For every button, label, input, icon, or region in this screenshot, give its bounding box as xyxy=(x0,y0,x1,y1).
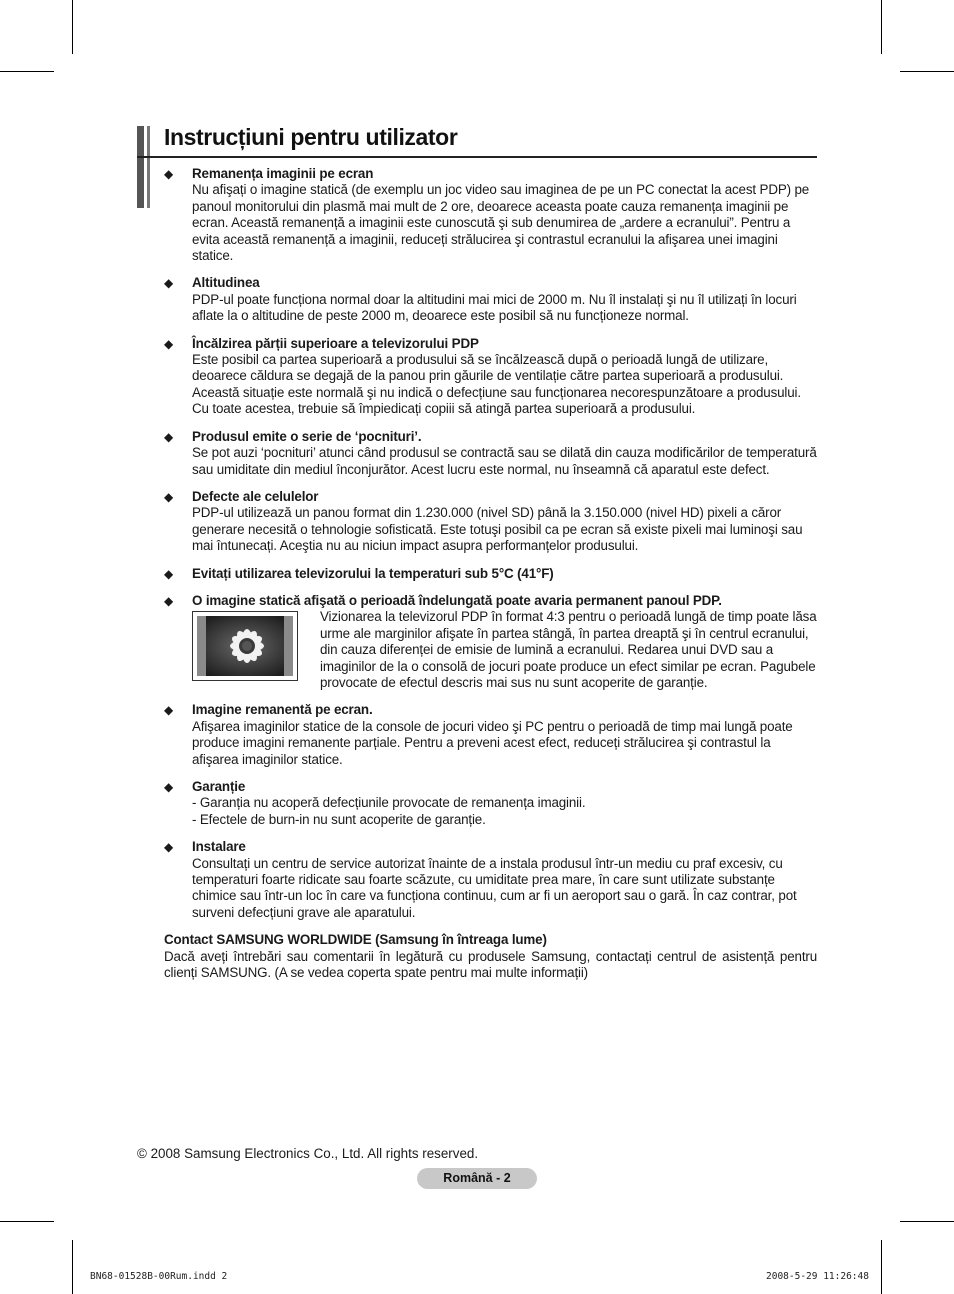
crop-mark xyxy=(72,1240,73,1294)
crop-mark xyxy=(881,0,882,54)
main-content xyxy=(164,166,817,981)
crop-mark xyxy=(900,71,954,72)
section-heading: Evitați utilizarea televizorului la temperaturi sub 5°C (41°F) xyxy=(192,565,554,581)
print-slug-file: BN68-01528B-00Rum.indd 2 xyxy=(90,1271,228,1282)
crop-mark xyxy=(72,0,73,54)
section-heading: Instalare xyxy=(192,839,246,855)
title-underline xyxy=(137,156,817,158)
sunflower-photo-icon xyxy=(192,611,298,681)
section-heading: O imagine statică afişată o perioadă îndelungată poate avaria permanent panoul PDP. xyxy=(192,592,722,608)
contact-body: Dacă aveți întrebări sau comentarii în legătură cu produsele Samsung, contactați centrul de asistență pentru clienți SAMSUNG. (A se vedea coperta spate pentru mai multe informații) xyxy=(164,948,817,981)
print-slug-timestamp: 2008-5-29 11:26:48 xyxy=(766,1271,869,1282)
section-heading: Remanența imaginii pe ecran xyxy=(192,166,374,181)
contact-heading: Contact SAMSUNG WORLDWIDE (Samsung în întreaga lume) xyxy=(164,932,547,948)
section-heading: Defecte ale celulelor xyxy=(192,488,319,504)
contact-section xyxy=(164,932,817,981)
section-body: Afişarea imaginilor statice de la console de jocuri video şi PC pentru o perioadă de timp mai lungă poate produce imagini remanente parțiale. Pentru a preveni acest efect, reduceți strălucirea şi contrastul la afişarea imaginilor statice. xyxy=(192,718,793,767)
copyright-notice: © 2008 Samsung Electronics Co., Ltd. All rights reserved. xyxy=(137,1146,479,1161)
crop-mark xyxy=(0,71,54,72)
section-heading: Imagine remanentă pe ecran. xyxy=(192,702,373,718)
section-body: Nu afişați o imagine statică (de exemplu un joc video sau imaginea de pe un PC conectat la acest PDP) pe panoul monitorului din plasmă mai mult de 2 ore, deoarece aceasta poate cauza remanența imaginii pe ecran. Această remanență a imaginii este cunoscută şi sub denumirea de „ardere a ecranului”. Pentru a evita această remanență a imaginii, reduceți strălucirea şi contrastul ecranului la afişarea unei imagini statice. xyxy=(192,182,810,264)
section-cell-defects xyxy=(164,489,817,555)
section-body-line: - Garanția nu acoperă defecțiunile provocate de remanența imaginii. xyxy=(192,795,586,811)
diamond-bullet-icon: ◆ xyxy=(164,593,174,608)
crop-mark xyxy=(0,1221,54,1222)
crop-mark xyxy=(881,1240,882,1294)
title-decoration xyxy=(137,126,153,208)
section-body: Consultați un centru de service autorizat înainte de a instala produsul într-un mediu cu praf excesiv, cu temperaturi foarte ridicate sau foarte scăzute, cu umiditate prea mare, în care sunt utilizate substanțe chimice sau într-un loc în care va funcționa continuu, cum ar fi un aeroport sau o gară. În caz contrar, pot surveni defecțiuni grave ale aparatului. xyxy=(192,855,797,920)
section-cracking-sounds xyxy=(164,429,817,478)
section-heading: Produsul emite o serie de ‘pocnituri’. xyxy=(192,428,422,444)
diamond-bullet-icon: ◆ xyxy=(164,489,174,504)
section-heading: Altitudinea xyxy=(192,275,260,291)
diamond-bullet-icon: ◆ xyxy=(164,703,174,718)
section-installation xyxy=(164,839,817,921)
section-image-retention xyxy=(164,166,817,264)
diamond-bullet-icon: ◆ xyxy=(164,780,174,794)
crop-mark xyxy=(900,1221,954,1222)
section-altitude xyxy=(164,275,817,324)
section-afterimage xyxy=(164,702,817,768)
diamond-bullet-icon: ◆ xyxy=(164,167,174,181)
page-number-badge: Română - 2 xyxy=(417,1168,537,1189)
page-title: Instrucțiuni pentru utilizator xyxy=(164,124,458,150)
diamond-bullet-icon: ◆ xyxy=(164,840,174,855)
section-body: PDP-ul utilizează un panou format din 1.230.000 (nivel SD) până la 3.150.000 (nivel HD) pixeli a căror generare necesită o tehnologie sofisticată. Este totuşi posibil ca pe ecran să existe pixeli mai luminoşi sau mai întunecați. Aceştia nu au niciun impact asupra performanțelor produsului. xyxy=(192,505,803,554)
section-low-temperature xyxy=(164,566,817,582)
section-warranty xyxy=(164,779,817,828)
section-heading: Încălzirea părții superioare a televizorului PDP xyxy=(192,335,479,351)
diamond-bullet-icon: ◆ xyxy=(164,336,174,351)
section-body: Vizionarea la televizorul PDP în format 4:3 pentru o perioadă lungă de timp poate lăsa urme ale marginilor afişate în partea stângă, în partea dreaptă şi în centrul ecranului, din cauza diferenței de emisie de lumină a ecranului. Redarea unui DVD sau a imaginilor de la o consolă de jocuri poate produce un efect similar pe ecran. Pagubele provocate de efectul descris mai sus nu sunt acoperite de garanție. xyxy=(320,609,817,690)
section-heading: Garanție xyxy=(192,779,246,794)
section-body: Este posibil ca partea superioară a produsului să se încălzească după o perioadă lungă de utilizare, deoarece căldura se degajă de la panou prin găurile de ventilație către partea superioară a produsului. Această situație este normală şi nu indică o defecțiune sau funcționarea necorespunzătoare a produsului. Cu toate acestea, trebuie să împiedicați copiii să atingă partea superioară a produsului. xyxy=(192,352,801,417)
diamond-bullet-icon: ◆ xyxy=(164,429,174,444)
section-body: PDP-ul poate funcționa normal doar la altitudini mai mici de 2000 m. Nu îl instalați şi nu îl utilizați în locuri aflate la o altitudine de peste 2000 m, deoarece este posibil să nu funcționeze normal. xyxy=(192,291,797,324)
diamond-bullet-icon: ◆ xyxy=(164,566,174,581)
diamond-bullet-icon: ◆ xyxy=(164,276,174,291)
section-static-image xyxy=(164,593,817,691)
section-body: Se pot auzi ‘pocnituri’ atunci când produsul se contractă sau se dilată din cauza modificărilor de temperatură sau umiditate din mediul înconjurător. Acest lucru este normal, nu înseamnă că aparatul este defect. xyxy=(192,445,817,477)
section-body-line: - Efectele de burn-in nu sunt acoperite de garanție. xyxy=(192,811,486,827)
section-top-heating xyxy=(164,336,817,418)
